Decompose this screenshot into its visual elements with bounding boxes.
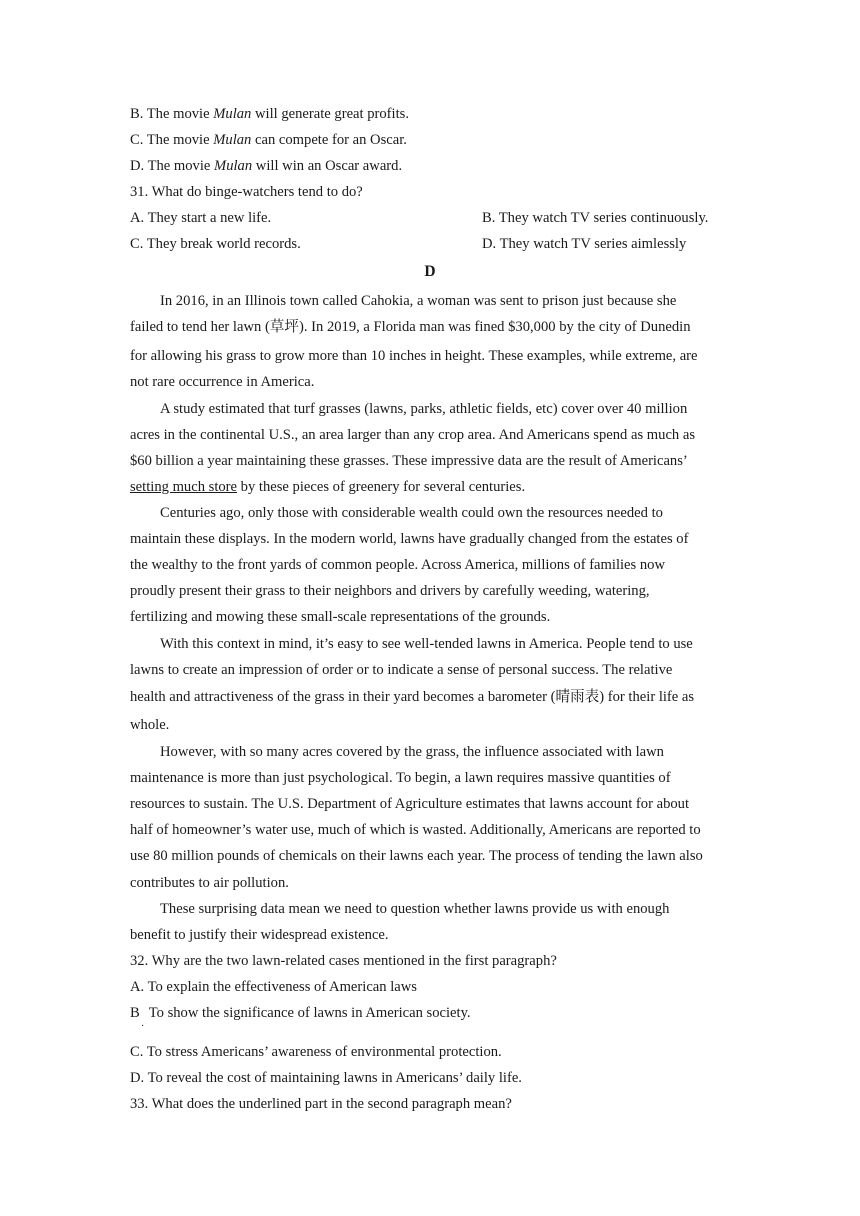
passage-line: [130, 478, 525, 496]
passage-line: proudly present their grass to their neighbors and drivers by carefully weeding, watering,: [130, 583, 650, 599]
option-text: will win an Oscar award.: [252, 158, 403, 174]
movie-title: Mulan: [213, 132, 252, 148]
passage-line: fertilizing and mowing these small-scale representations of the grounds.: [130, 609, 551, 625]
passage-line: A study estimated that turf grasses (lawns, parks, athletic fields, etc) cover over 40 million: [160, 401, 688, 417]
passage-line: health and attractiveness of the grass in their yard becomes a barometer (晴雨表) for their life as: [130, 689, 695, 705]
passage-line: use 80 million pounds of chemicals on their lawns each year. The process of tending the lawn also: [130, 848, 703, 864]
question-31: 31. What do binge-watchers tend to do?: [130, 184, 363, 200]
passage-line: contributes to air pollution.: [130, 875, 289, 891]
passage-line: acres in the continental U.S., an area larger than any crop area. And Americans spend as much as: [130, 427, 696, 443]
option-text: D. The movie: [130, 158, 215, 174]
passage-line: the wealthy to the front yards of common people. Across America, millions of families now: [130, 557, 665, 573]
option-letter: B: [130, 1005, 140, 1021]
option-q30-c: [130, 131, 407, 149]
question-33: 33. What does the underlined part in the second paragraph mean?: [130, 1096, 512, 1112]
section-title: D: [424, 263, 436, 280]
passage-line: In 2016, in an Illinois town called Cahokia, a woman was sent to prison just because she: [160, 293, 677, 309]
passage-line: lawns to create an impression of order or to indicate a sense of personal success. The relative: [130, 662, 673, 678]
passage-line: failed to tend her lawn (草坪). In 2019, a Florida man was fined $30,000 by the city of Dunedin: [130, 319, 691, 335]
passage-line: Centuries ago, only those with considerable wealth could own the resources needed to: [160, 505, 663, 521]
movie-title: Mulan: [213, 106, 252, 122]
option-text: can compete for an Oscar.: [251, 132, 407, 148]
passage-text: by these pieces of greenery for several centuries.: [237, 479, 526, 495]
passage-line: not rare occurrence in America.: [130, 374, 315, 390]
passage-line: These surprising data mean we need to question whether lawns provide us with enough: [160, 901, 670, 917]
passage-line: $60 billion a year maintaining these grasses. These impressive data are the result of Americans’: [130, 453, 688, 469]
question-32: 32. Why are the two lawn-related cases mentioned in the first paragraph?: [130, 953, 557, 969]
option-q32-a: A. To explain the effectiveness of American laws: [130, 979, 417, 995]
option-q30-d: [130, 157, 402, 175]
passage-line: resources to sustain. The U.S. Department of Agriculture estimates that lawns account for about: [130, 796, 690, 812]
passage-line: for allowing his grass to grow more than 10 inches in height. These examples, while extreme, are: [130, 348, 698, 364]
option-q31-b: B. They watch TV series continuously.: [482, 210, 709, 226]
passage-line: However, with so many acres covered by the grass, the influence associated with lawn: [160, 744, 664, 760]
option-text: C. The movie: [130, 132, 214, 148]
underlined-phrase: setting much store: [130, 479, 238, 495]
option-q31-c: C. They break world records.: [130, 236, 301, 252]
option-q32-d: D. To reveal the cost of maintaining lawns in Americans’ daily life.: [130, 1070, 522, 1086]
option-text: B. The movie: [130, 106, 214, 122]
passage-line: benefit to justify their widespread existence.: [130, 927, 389, 943]
option-q32-b: [130, 1004, 471, 1022]
option-q31-d: D. They watch TV series aimlessly: [482, 236, 687, 252]
stray-dot: ·: [141, 1021, 145, 1032]
passage-line: maintenance is more than just psychological. To begin, a lawn requires massive quantities of: [130, 770, 671, 786]
option-text: To show the significance of lawns in American society.: [148, 1005, 471, 1021]
passage-line: half of homeowner’s water use, much of which is wasted. Additionally, Americans are reported to: [130, 822, 701, 838]
passage-line: With this context in mind, it’s easy to see well-tended lawns in America. People tend to use: [160, 636, 693, 652]
passage-line: maintain these displays. In the modern world, lawns have gradually changed from the estates of: [130, 531, 689, 547]
movie-title: Mulan: [214, 158, 253, 174]
passage-line: whole.: [130, 717, 170, 733]
option-q30-b: [130, 105, 409, 123]
option-q32-c: C. To stress Americans’ awareness of environmental protection.: [130, 1044, 502, 1060]
option-text: will generate great profits.: [251, 106, 409, 122]
option-q31-a: A. They start a new life.: [130, 210, 272, 226]
